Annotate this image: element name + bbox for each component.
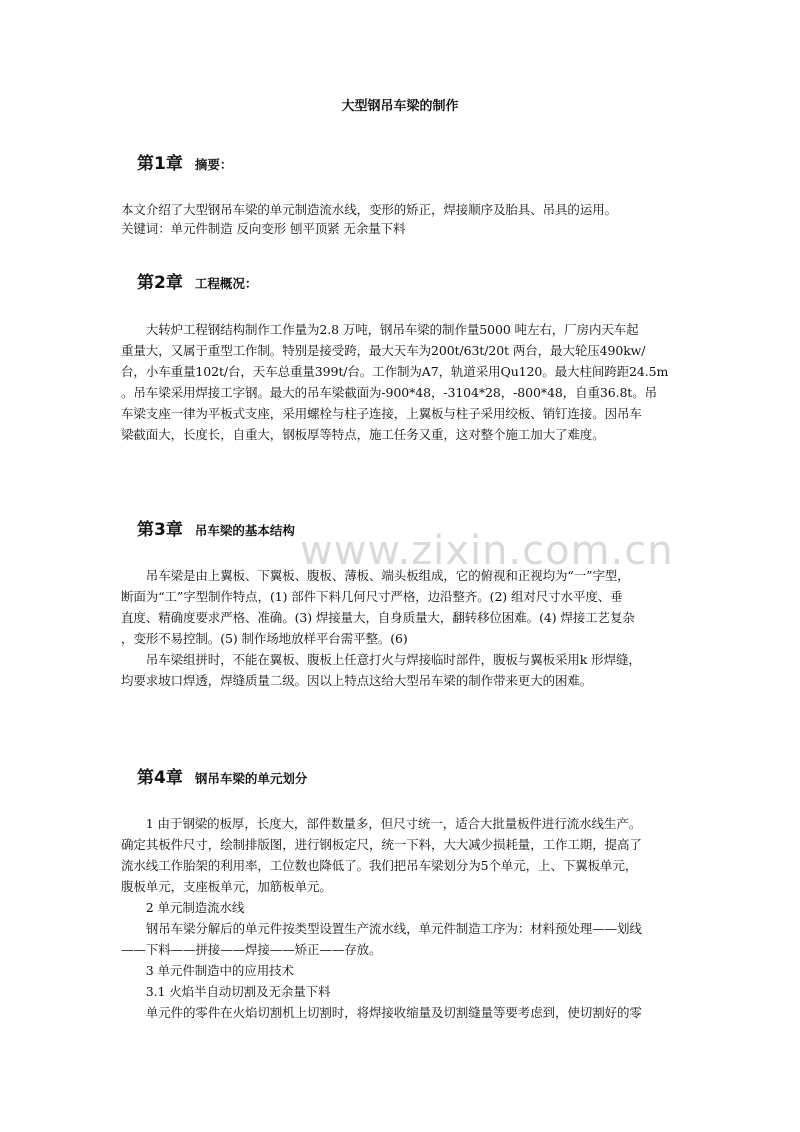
chapter-number: 第1章 bbox=[137, 154, 183, 174]
paragraph-line: 钢吊车梁分解后的单元件按类型设置生产流水线，单元件制造工序为：材料预处理——划线 bbox=[121, 921, 642, 936]
paragraph-line: 直度、精确度要求严格、准确。(3) 焊接量大，自身质量大，翻转移位困难。(4) 焊接工艺复杂 bbox=[121, 610, 635, 625]
paragraph-line: 3 单元件制造中的应用技术 bbox=[121, 963, 294, 978]
paragraph-line: ——下料——拼接——焊接——矫正——存放。 bbox=[121, 942, 382, 957]
paragraph-line: 吊车梁组拼时，不能在翼板、腹板上任意打火与焊接临时部件，腹板与翼板采用k 形焊缝， bbox=[121, 652, 641, 667]
paragraph-line: 。吊车梁采用焊接工字钢。最大的吊车梁截面为-900*48，-3104*28，-800*48，自重36.8t。吊 bbox=[121, 385, 658, 400]
paragraph-line: 2 单元制造流水线 bbox=[121, 900, 245, 915]
chapter-name: 摘要： bbox=[194, 157, 233, 172]
chapter-name: 工程概况： bbox=[194, 276, 258, 291]
paragraph-line: 腹板单元，支座板单元，加筋板单元。 bbox=[121, 879, 332, 894]
paragraph-line: 车梁支座一律为平板式支座，采用螺栓与柱子连接，上翼板与柱子采用绞板、销钉连接。因吊车 bbox=[121, 406, 642, 421]
paragraph-line: 梁截面大，长度长，自重大，钢板厚等特点，施工任务又重，这对整个施工加大了难度。 bbox=[121, 427, 605, 442]
paragraph-line: 吊车梁是由上翼板、下翼板、腹板、薄板、端头板组成，它的俯视和正视均为“一”字型， bbox=[121, 568, 630, 583]
paragraph-line: 单元件的零件在火焰切割机上切割时，将焊接收缩量及切割缝量等要考虑到，使切割好的零 bbox=[121, 1005, 642, 1020]
chapter-number: 第4章 bbox=[137, 768, 183, 788]
paragraph-line: 3.1 火焰半自动切割及无余量下料 bbox=[121, 984, 331, 999]
paragraph-line: ，变形不易控制。(5) 制作场地放样平台需平整。(6) bbox=[121, 631, 408, 646]
paragraph-line: 1 由于钢梁的板厚，长度大，部件数量多，但尺寸统一，适合大批量板件进行流水线生产。 bbox=[121, 816, 642, 831]
document-title: 大型钢吊车梁的制作 bbox=[341, 99, 459, 114]
watermark: www.zixin.com.cn bbox=[300, 528, 674, 574]
chapter-1-heading bbox=[137, 149, 232, 174]
paragraph-line: 重量大，又属于重型工作制。特别是接受跨，最大天车为200t/63t/20t 两台，最大轮压490kw/ bbox=[121, 343, 646, 358]
chapter-name: 钢吊车梁的单元划分 bbox=[194, 771, 308, 786]
chapter-name: 吊车梁的基本结构 bbox=[194, 523, 295, 538]
paragraph-line: 本文介绍了大型钢吊车梁的单元制造流水线，变形的矫正，焊接顺序及胎具、吊具的运用。 bbox=[121, 202, 618, 217]
chapter-2-heading bbox=[137, 268, 257, 293]
paragraph-line: 确定其板件尺寸，绘制排版图，进行钢板定尺，统一下料，大大减少损耗量，工作工期，提高了 bbox=[121, 837, 642, 852]
paragraph-line: 流水线工作胎架的利用率，工位数也降低了。我们把吊车梁划分为5个单元，上、下翼板单元， bbox=[121, 858, 638, 873]
paragraph-line: 大转炉工程钢结构制作工作量为2.8 万吨，钢吊车梁的制作量5000 吨左右，厂房内天车起 bbox=[121, 322, 639, 337]
chapter-4-heading bbox=[137, 763, 307, 788]
paragraph-line: 台，小车重量102t/台，天车总重量399t/台。工作制为A7，轨道采用Qu120。最大柱间跨距24.5m bbox=[121, 364, 669, 379]
chapter-3-heading bbox=[137, 515, 295, 540]
keywords-line: 关键词：单元件制造 反向变形 刨平顶紧 无余量下料 bbox=[121, 221, 406, 236]
chapter-number: 第2章 bbox=[137, 273, 183, 293]
paragraph-line: 均要求坡口焊透，焊缝质量二级。因以上特点这给大型吊车梁的制作带来更大的困难。 bbox=[121, 673, 593, 688]
paragraph-line: 断面为“工”字型制作特点，(1) 部件下料几何尺寸严格，边沿整齐。(2) 组对尺寸水平度、垂 bbox=[121, 589, 623, 604]
chapter-number: 第3章 bbox=[137, 520, 183, 540]
